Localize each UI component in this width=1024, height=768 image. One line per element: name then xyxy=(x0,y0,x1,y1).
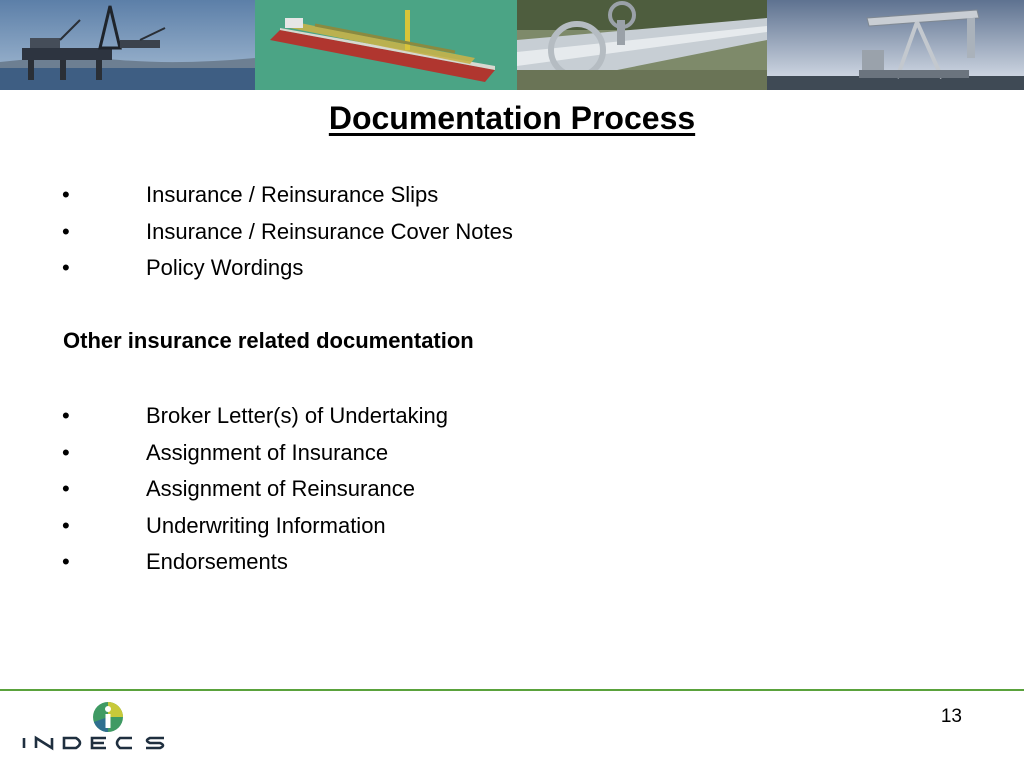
bullet-marker: • xyxy=(62,476,70,502)
pump-jack-image xyxy=(767,0,1024,90)
bullet-marker: • xyxy=(62,549,70,575)
bullet-marker: • xyxy=(62,218,70,244)
list-item-text: Assignment of Reinsurance xyxy=(146,476,416,502)
list-item-text: Assignment of Insurance xyxy=(146,439,389,465)
list-item-text: Endorsements xyxy=(146,549,288,575)
pipeline-image xyxy=(517,0,767,90)
footer-divider xyxy=(0,689,1024,691)
bullet-marker: • xyxy=(62,182,70,207)
indecs-logo xyxy=(18,700,198,752)
bullet-marker: • xyxy=(62,512,70,538)
list-item-text: Broker Letter(s) of Undertaking xyxy=(146,403,449,428)
list-item-text: Underwriting Information xyxy=(146,512,386,538)
section-subheading: Other insurance related documentation xyxy=(63,328,474,353)
list-item-text: Policy Wordings xyxy=(146,255,304,281)
bullet-marker: • xyxy=(62,403,70,428)
list-item-text: Insurance / Reinsurance Cover Notes xyxy=(146,218,513,244)
offshore-platform-image xyxy=(0,0,255,90)
fpso-vessel-image xyxy=(255,0,517,90)
header-banner xyxy=(0,0,1024,90)
page-number: 13 xyxy=(940,706,962,727)
bullet-marker: • xyxy=(62,255,70,281)
bullet-marker: • xyxy=(62,439,70,465)
list-item-text: Insurance / Reinsurance Slips xyxy=(146,182,439,207)
slide-title: Documentation Process xyxy=(328,100,696,136)
